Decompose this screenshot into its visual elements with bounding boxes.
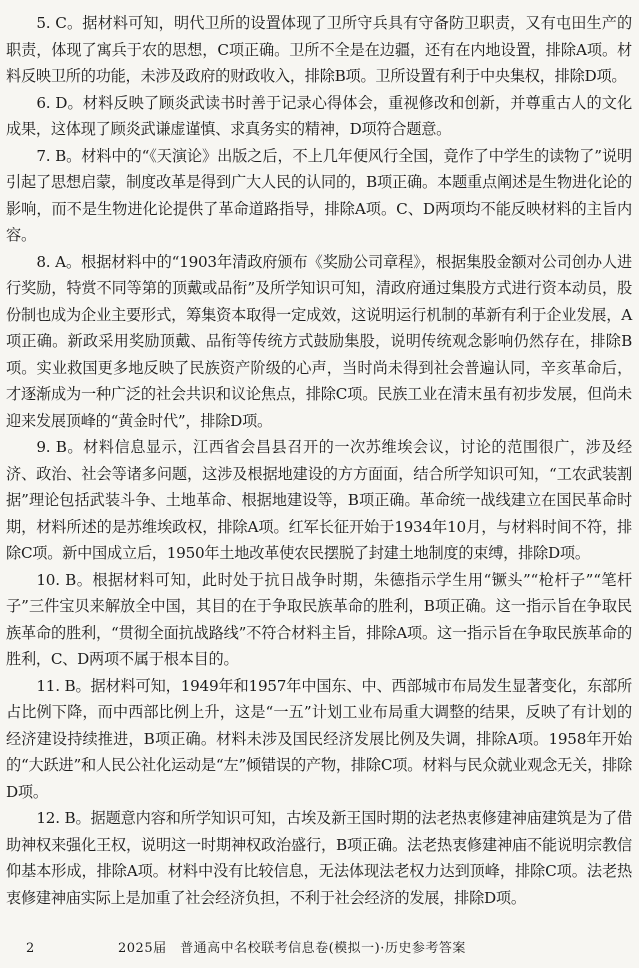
answer-item-7: 7. B。材料中的“《天演论》出版之后，不上几年便风行全国，竟作了中学生的读物了”说明引起了思想启蒙，制度改革是得到广大人民的认同的，B项正确。本题重点阐述是生物进化论的影响，而不是生物进化论提供了革命道路指导，排除A项。C、D两项均不能反映材料的主旨内容。 [6, 146, 632, 244]
answer-item-5: 5. C。据材料可知，明代卫所的设置体现了卫所守兵具有守备防卫职责，又有屯田生产的职责，体现了寓兵于农的思想，C项正确。卫所不全是在边疆，还有在内地设置，排除A项。材料反映卫所的功能，未涉及政府的财政收入，排除B项。卫所设置有利于中央集权，排除D项。 [6, 14, 632, 85]
answer-item-8: 8. A。根据材料中的“1903年清政府颁布《奖励公司章程》，根据集股金额对公司创办人进行奖励，特赏不同等第的顶戴或品衔”及所学知识可知，清政府通过集股方式进行资本动员，股份制也成为企业主要形式，筹集资本取得一定成效，这说明运行机制的革新有利于企业发展，A项正确。新政采用奖励顶戴、品衔等传统方式鼓励集股，说明传统观念影响仍然存在，排除B项。实业救国更多地反映了民族资产阶级的心声，当时尚未得到社会普遍认同，辛亥革命后，才逐渐成为一种广泛的社会共识和议论焦点，排除C项。民族工业在清末虽有初步发展，但尚未迎来发展顶峰的“黄金时代”，排除D项。 [6, 252, 632, 430]
answer-item-10: 10. B。根据材料可知，此时处于抗日战争时期，朱德指示学生用“镢头”“枪杆子”“笔杆子”三件宝贝来解放全中国，其目的在于争取民族革命的胜利，B项正确。这一指示旨在争取民族革命的胜利，“贯彻全面抗战路线”不符合材料主旨，排除A项。这一指示旨在争取民族革命的胜利，C、D两项不属于根本目的。 [6, 570, 632, 668]
footer-title: 2025届 普通高中名校联考信息卷(模拟一)·历史参考答案 [118, 941, 466, 956]
answer-content [6, 10, 632, 911]
answer-item-9: 9. B。材料信息显示，江西省会昌县召开的一次苏维埃会议，讨论的范围很广，涉及经济、政治、社会等诸多问题，这涉及根据地建设的方方面面，结合所学知识可知，“工农武装割据”理论包括武装斗争、土地革命、根据地建设等，B项正确。革命统一战线建立在国民革命时期，材料所述的是苏维埃政权，排除A项。红军长征开始于1934年10月，与材料时间不符，排除C项。新中国成立后，1950年土地改革使农民摆脱了封建土地制度的束缚，排除D项。 [6, 438, 632, 562]
answer-item-11: 11. B。据材料可知，1949年和1957年中国东、中、西部城市布局发生显著变化，东部所占比例下降，而中西部比例上升，这是“一五”计划工业布局重大调整的结果，反映了有计划的经济建设持续推进，B项正确。材料未涉及国民经济发展比例及失调，排除A项。1958年开始的“大跃进”和人民公社化运动是“左”倾错误的产物，排除C项。材料与民众就业观念无关，排除D项。 [6, 676, 632, 801]
answer-item-6: 6. D。材料反映了顾炎武读书时善于记录心得体会，重视修改和创新，并尊重古人的文化成果，这体现了顾炎武谦虚谨慎、求真务实的精神，D项符合题意。 [6, 93, 632, 138]
page-number: 2 [26, 941, 35, 956]
page-footer [0, 938, 639, 960]
answer-item-12: 12. B。据题意内容和所学知识可知，古埃及新王国时期的法老热衷修建神庙建筑是为了借助神权来强化王权，说明这一时期神权政治盛行，B项正确。法老热衷修建神庙不能说明宗教信仰基本形成，排除A项。材料中没有比较信息，无法体现法老权力达到顶峰，排除C项。法老热衷修建神庙实际上是加重了社会经济负担，不利于社会经济的发展，排除D项。 [6, 809, 632, 907]
